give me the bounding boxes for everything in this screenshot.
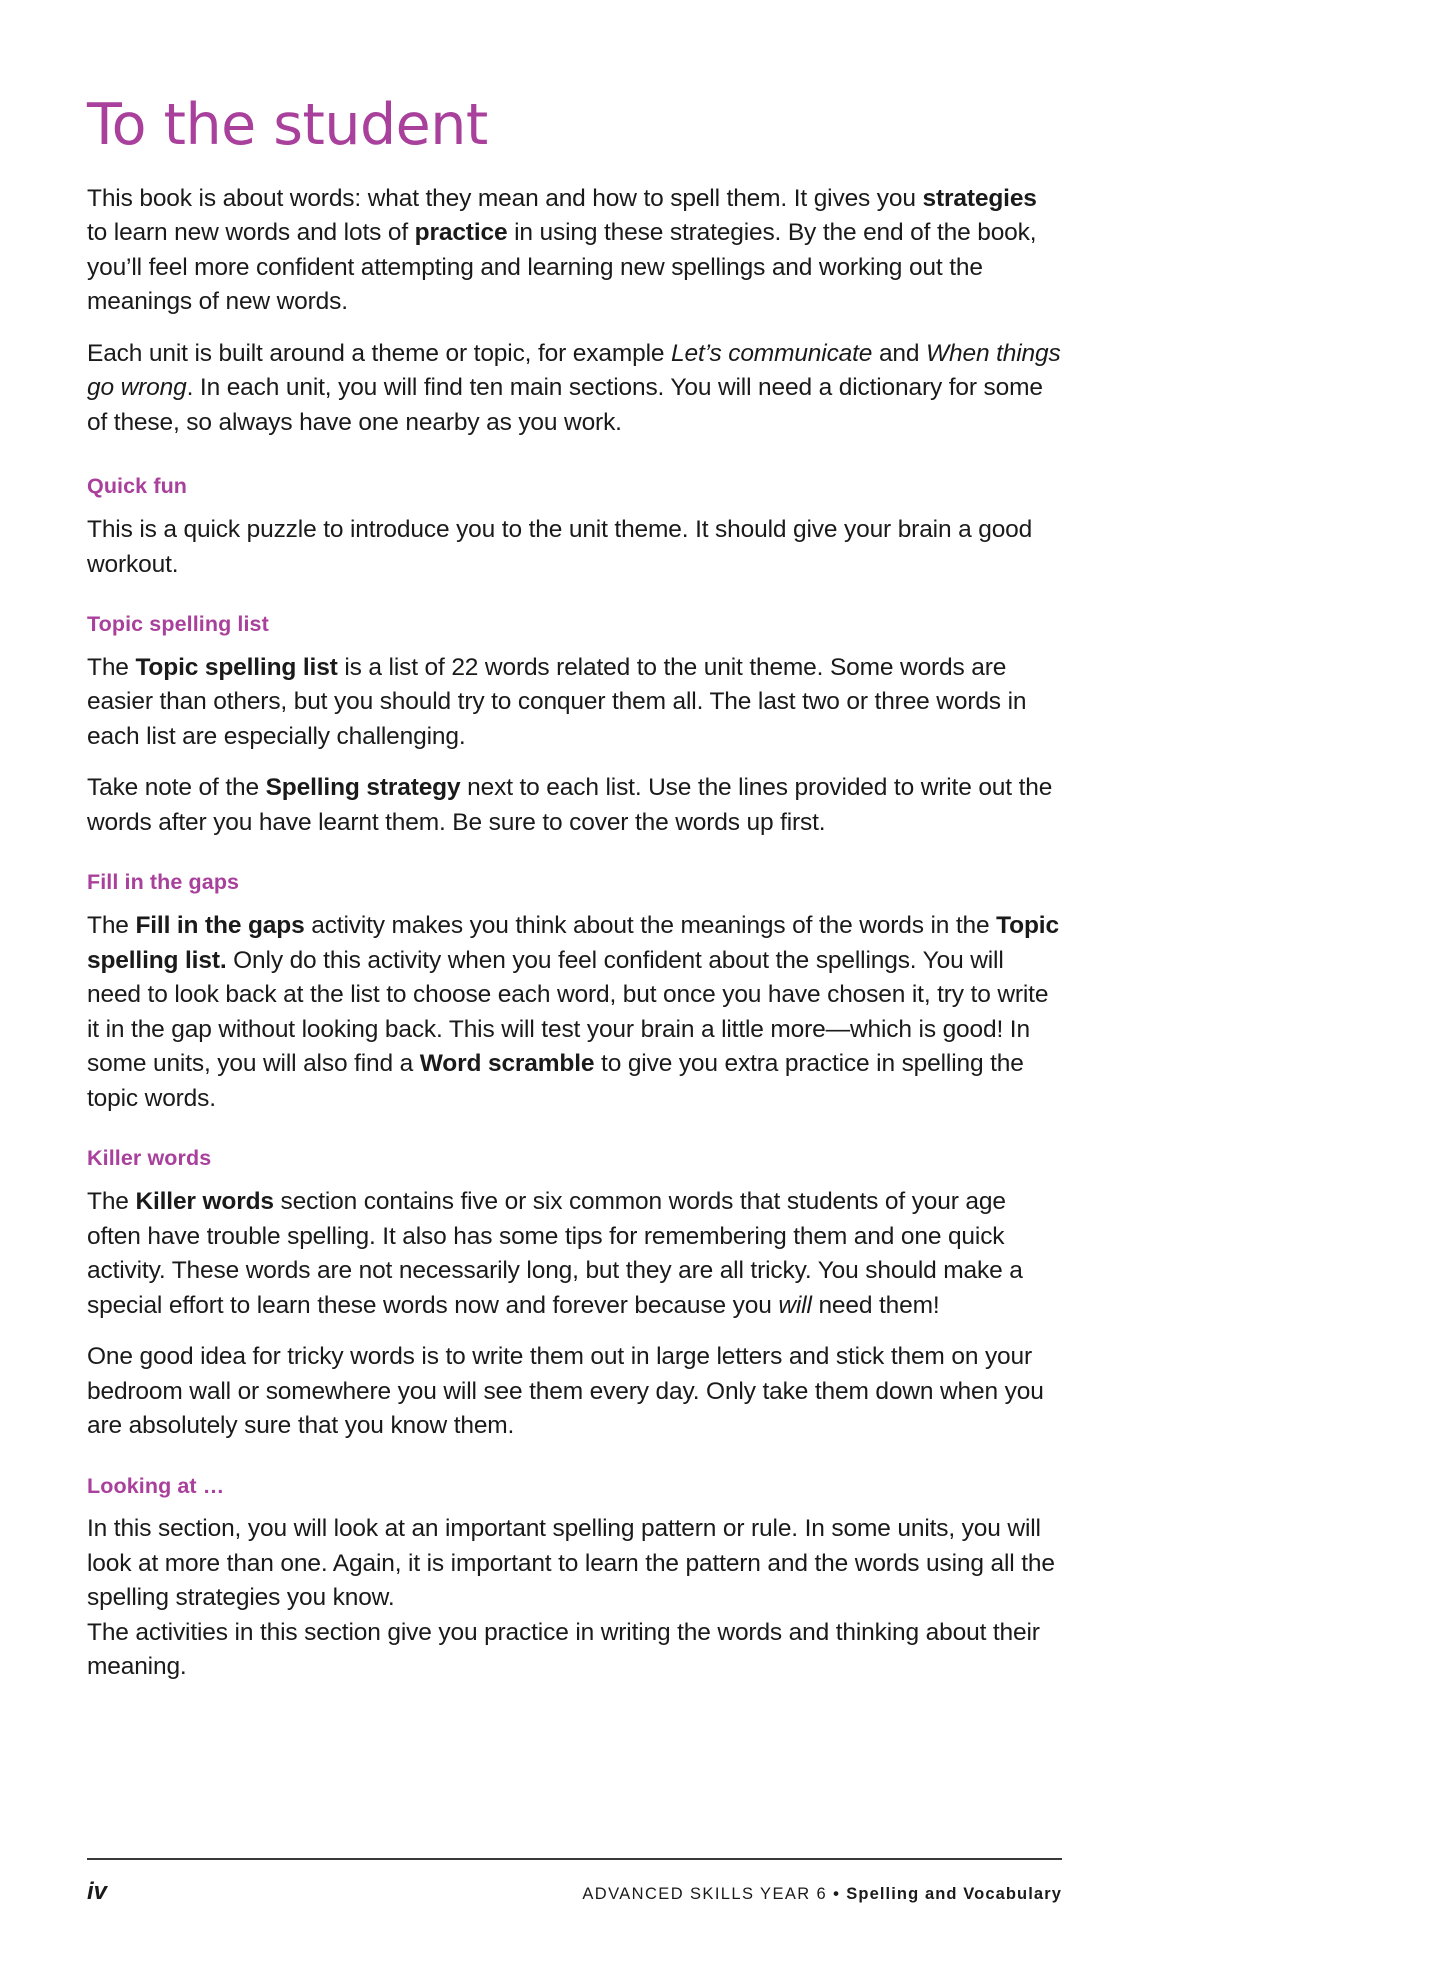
- page-number: iv: [87, 1878, 108, 1905]
- italic-run: When things go wrong: [87, 339, 1061, 402]
- section-heading-looking-at: Looking at …: [87, 1473, 225, 1498]
- page-content: [87, 92, 1062, 1702]
- footer-divider: [87, 1858, 1062, 1860]
- text-run: activity makes you think about the meanings of the words in the: [304, 912, 997, 940]
- text-run: Take note of the: [87, 774, 266, 802]
- bold-run: Topic spelling list.: [87, 912, 1059, 974]
- looking-at-paragraph-1: In this section, you will look at an important spelling pattern or rule. In some units, you will look at more than one. Again, it is important to learn the pattern and the words using all the spelling strategies you know.: [87, 1515, 1055, 1612]
- text-run: is a list of 22 words related to the unit theme. Some words are easier than others, but you should try to conquer them all. The last two or three words in each list are especially challenging.: [87, 653, 1027, 750]
- bold-run: practice: [414, 219, 508, 247]
- text-run: next to each list. Use the lines provided to write out the words after you have learnt them. Be sure to cover the words up first.: [87, 774, 1053, 836]
- fill-in-the-gaps-paragraph-1: [87, 909, 1062, 1116]
- section-heading-topic-spelling-list: Topic spelling list: [87, 612, 269, 637]
- italic-run: will: [778, 1291, 812, 1319]
- page-footer: [87, 1858, 1062, 1906]
- section-heading-quick-fun: Quick fun: [87, 474, 188, 499]
- quick-fun-paragraph-1: This is a quick puzzle to introduce you to the unit theme. It should give your brain a good workout.: [87, 516, 1033, 578]
- text-run: This book is about words: what they mean and how to spell them. It gives you: [87, 184, 923, 212]
- text-run: in using these strategies. By the end of the book, you’ll feel more confident attempting and learning new spellings and working out the meanings of new words.: [87, 219, 1037, 316]
- text-run: to give you extra practice in spelling the topic words.: [87, 1050, 1024, 1112]
- page-title: To the student: [87, 92, 488, 158]
- text-run: The: [87, 912, 136, 940]
- text-run: . In each unit, you will find ten main sections. You will need a dictionary for some of these, so always have one nearby as you work.: [87, 374, 1043, 436]
- bold-run: Word scramble: [419, 1050, 595, 1078]
- text-run: The: [87, 1188, 136, 1216]
- killer-words-paragraph-2: One good idea for tricky words is to write them out in large letters and stick them on your bedroom wall or somewhere you will see them every day. Only take them down when you are absolutely sure that you know them.: [87, 1343, 1044, 1440]
- text-run: section contains five or six common words that students of your age often have trouble spelling. It also has some tips for remembering them and one quick activity. These words are not necessarily long, but they are all tricky. You should make a special effort to learn these words now and forever because you: [87, 1188, 1023, 1319]
- looking-at-paragraph-2: The activities in this section give you practice in writing the words and thinking about their meaning.: [87, 1618, 1040, 1681]
- footer-row: [87, 1878, 1062, 1906]
- text-run: Only do this activity when you feel confident about the spellings. You will need to look back at the list to choose each word, but once you have chosen it, try to write it in the gap without looking back. This will test your brain a little more—which is good! In some units, you will also find a: [87, 946, 1049, 1078]
- bold-run: Killer words: [135, 1188, 274, 1216]
- topic-spelling-list-paragraph-1: [87, 651, 1062, 755]
- killer-words-paragraph-1: [87, 1185, 1062, 1323]
- text-run: The: [87, 653, 136, 681]
- section-heading-killer-words: Killer words: [87, 1146, 212, 1171]
- text-run: Each unit is built around a theme or topic, for example: [87, 339, 672, 367]
- bold-run: Spelling strategy: [265, 774, 461, 802]
- intro-paragraph-2: [87, 337, 1062, 441]
- italic-run: Let’s communicate: [671, 339, 873, 367]
- bold-run: strategies: [922, 184, 1037, 212]
- intro-paragraph-1: [87, 182, 1062, 320]
- footer-book-title: Spelling and Vocabulary: [846, 1885, 1062, 1903]
- section-heading-fill-in-the-gaps: Fill in the gaps: [87, 870, 240, 895]
- topic-spelling-list-paragraph-2: [87, 771, 1062, 840]
- footer-series-text: ADVANCED SKILLS YEAR 6: [582, 1885, 828, 1903]
- text-run: to learn new words and lots of: [87, 219, 415, 247]
- text-run: need them!: [811, 1291, 940, 1319]
- text-run: and: [872, 339, 927, 367]
- footer-separator: •: [827, 1885, 847, 1903]
- bold-run: Fill in the gaps: [135, 912, 305, 940]
- footer-book-reference: [582, 1885, 1062, 1904]
- bold-run: Topic spelling list: [135, 653, 338, 681]
